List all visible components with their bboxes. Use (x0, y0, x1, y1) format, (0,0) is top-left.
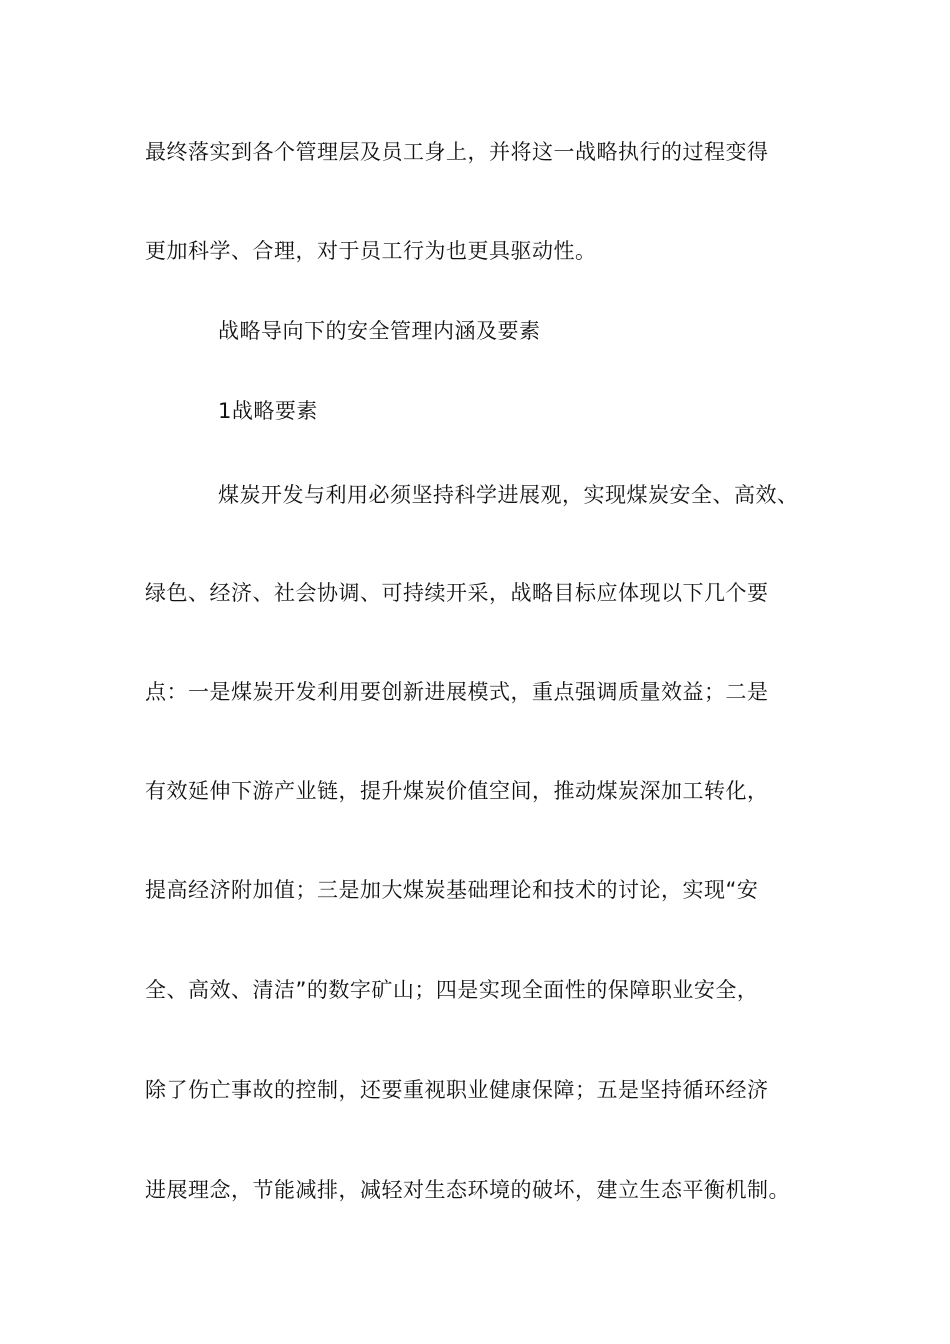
body-text-line: 除了伤亡事故的控制，还要重视职业健康保障；五是坚持循环经济 (145, 1078, 769, 1102)
body-text-line: 煤炭开发与利用必须坚持科学进展观，实现煤炭安全、高效、 (218, 483, 799, 507)
subsection-heading: 1战略要素 (218, 399, 318, 423)
body-text-line: 更加科学、合理，对于员工行为也更具驱动性。 (145, 239, 597, 263)
body-text-line: 有效延伸下游产业链，提升煤炭价值空间，推动煤炭深加工转化， (145, 779, 769, 803)
body-text-line: 点：一是煤炭开发利用要创新进展模式，重点强调质量效益；二是 (145, 680, 769, 704)
body-text-line: 全、高效、清洁”的数字矿山；四是实现全面性的保障职业安全， (145, 978, 759, 1002)
body-text-line: 进展理念，节能减排，减轻对生态环境的破坏，建立生态平衡机制。 (145, 1178, 790, 1202)
body-text-line: 提高经济附加值；三是加大煤炭基础理论和技术的讨论，实现“安 (145, 878, 759, 902)
body-text-line: 绿色、经济、社会协调、可持续开采，战略目标应体现以下几个要 (145, 581, 769, 605)
section-heading: 战略导向下的安全管理内涵及要素 (218, 319, 541, 343)
body-text-line: 最终落实到各个管理层及员工身上，并将这一战略执行的过程变得 (145, 140, 769, 164)
